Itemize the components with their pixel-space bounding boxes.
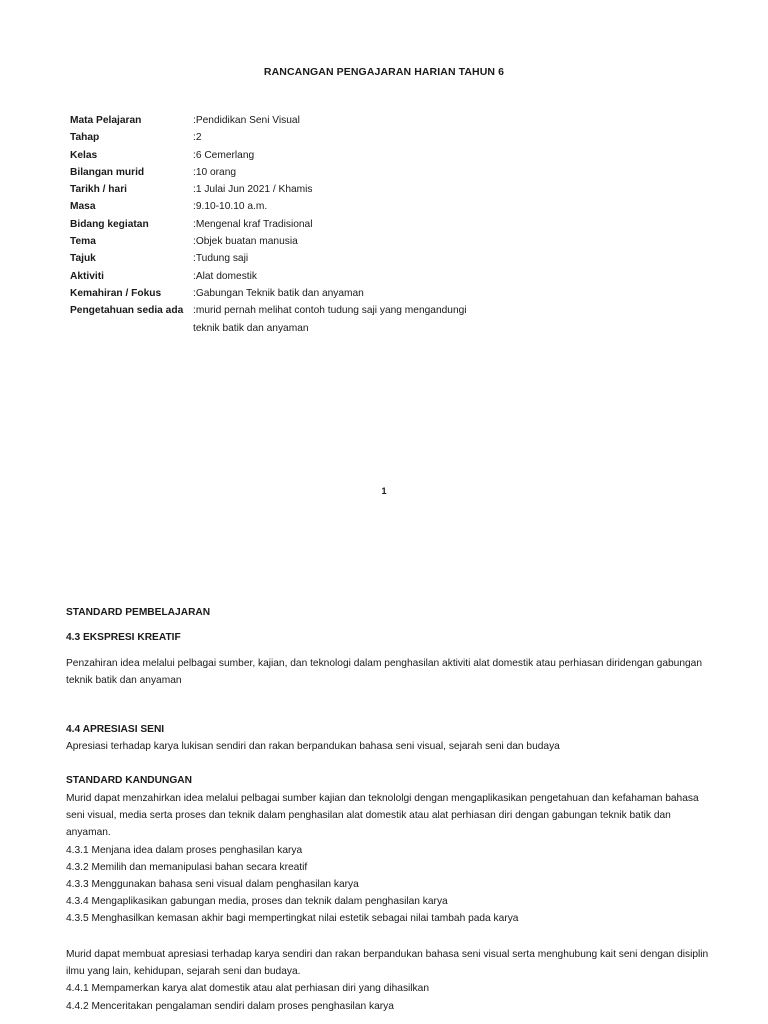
info-row [70, 164, 730, 181]
paragraph-line: anyaman. [66, 827, 111, 839]
info-label: Tarikh / hari [70, 184, 127, 196]
info-value: :Alat domestik [193, 270, 257, 282]
info-label: Masa [70, 201, 96, 213]
paragraph-line: Murid dapat membuat apresiasi terhadap karya sendiri dan rakan berpandukan bahasa seni visual serta menghubung kait seni dengan disiplin [66, 949, 709, 960]
document-title: RANCANGAN PENGAJARAN HARIAN TAHUN 6 [263, 66, 505, 78]
info-label: Kemahiran / Fokus [70, 287, 162, 299]
info-label: Tahap [70, 132, 100, 144]
list-item: 4.4.2 Menceritakan pengalaman sendiri dalam proses penghasilan karya [66, 1000, 394, 1012]
list-item: 4.3.2 Memilih dan memanipulasi bahan secara kreatif [66, 861, 308, 873]
info-row [70, 181, 730, 198]
info-value: :1 Julai Jun 2021 / Khamis [193, 184, 313, 196]
info-value: :6 Cemerlang [193, 149, 255, 161]
page-number: 1 [381, 486, 387, 496]
heading-ekspresi-kreatif: 4.3 EKSPRESI KREATIF [66, 632, 181, 643]
paragraph-line: Murid dapat menzahirkan idea melalui pelbagai sumber kajian dan teknololgi dengan mengaplikasikan pengetahuan dan kefahaman bahasa [66, 793, 699, 804]
info-label: Tema [70, 236, 96, 248]
info-label: Bidang kegiatan [70, 218, 149, 230]
paragraph-line: Penzahiran idea melalui pelbagai sumber, kajian, dan teknologi dalam penghasilan aktiviti alat domestik atau perhiasan diridengan gabungan [66, 658, 703, 669]
info-label: Bilangan murid [70, 166, 145, 178]
lesson-info-table [70, 112, 730, 337]
info-row [70, 216, 730, 233]
list-item: 4.3.4 Mengaplikasikan gabungan media, proses dan teknik dalam penghasilan karya [66, 896, 448, 908]
info-label: Mata Pelajaran [70, 115, 142, 126]
info-value: :Mengenal kraf Tradisional [193, 218, 313, 230]
info-value: :murid pernah melihat contoh tudung saji yang mengandungi [193, 305, 467, 317]
info-value: :10 orang [193, 166, 237, 178]
info-value: :Pendidikan Seni Visual [193, 115, 300, 126]
info-row [70, 129, 730, 146]
heading-apresiasi-seni: 4.4 APRESIASI SENI [66, 724, 165, 735]
paragraph-line: ilmu yang lain, kehidupan, sejarah seni dan budaya. [66, 966, 301, 978]
list-item: 4.3.1 Menjana idea dalam proses penghasilan karya [66, 844, 303, 856]
info-value: :9.10-10.10 a.m. [193, 201, 268, 213]
heading-standard-kandungan: STANDARD KANDUNGAN [66, 775, 193, 786]
list-item: 4.4.1 Mempamerkan karya alat domestik atau alat perhiasan diri yang dihasilkan [66, 983, 429, 995]
paragraph-line: teknik batik dan anyaman [66, 675, 182, 687]
info-row [70, 285, 730, 302]
info-row [70, 233, 730, 250]
list-item: 4.3.3 Menggunakan bahasa seni visual dalam penghasilan karya [66, 878, 359, 890]
info-label: Aktiviti [70, 270, 104, 282]
info-value: :Tudung saji [193, 253, 249, 265]
info-value: :2 [193, 132, 202, 144]
paragraph-line: seni visual, media serta proses dan teknik dalam penghasilan alat domestik atau alat perhiasan diri dengan gabungan teknik batik dan [66, 810, 671, 822]
heading-standard-pembelajaran: STANDARD PEMBELAJARAN [66, 607, 211, 618]
info-value-continuation: teknik batik dan anyaman [193, 322, 309, 334]
info-value: :Gabungan Teknik batik dan anyaman [193, 287, 364, 299]
apresiasi-body [66, 946, 709, 1015]
list-item: 4.3.5 Menghasilkan kemasan akhir bagi mempertingkat nilai estetik sebagai nilai tambah pada karya [66, 913, 519, 925]
info-row [70, 112, 730, 129]
info-row [70, 250, 730, 267]
info-row [70, 268, 730, 285]
info-label: Kelas [70, 149, 98, 161]
info-label: Tajuk [70, 253, 96, 265]
paragraph-ekspresi-kreatif [66, 655, 706, 689]
info-label: Pengetahuan sedia ada [70, 305, 184, 317]
info-row [70, 198, 730, 215]
info-row [70, 302, 730, 319]
standard-kandungan-body [66, 790, 706, 928]
info-value: :Objek buatan manusia [193, 236, 298, 248]
info-row [70, 147, 730, 164]
paragraph-apresiasi-seni: Apresiasi terhadap karya lukisan sendiri dan rakan berpandukan bahasa seni visual, sejarah seni dan budaya [66, 741, 560, 752]
